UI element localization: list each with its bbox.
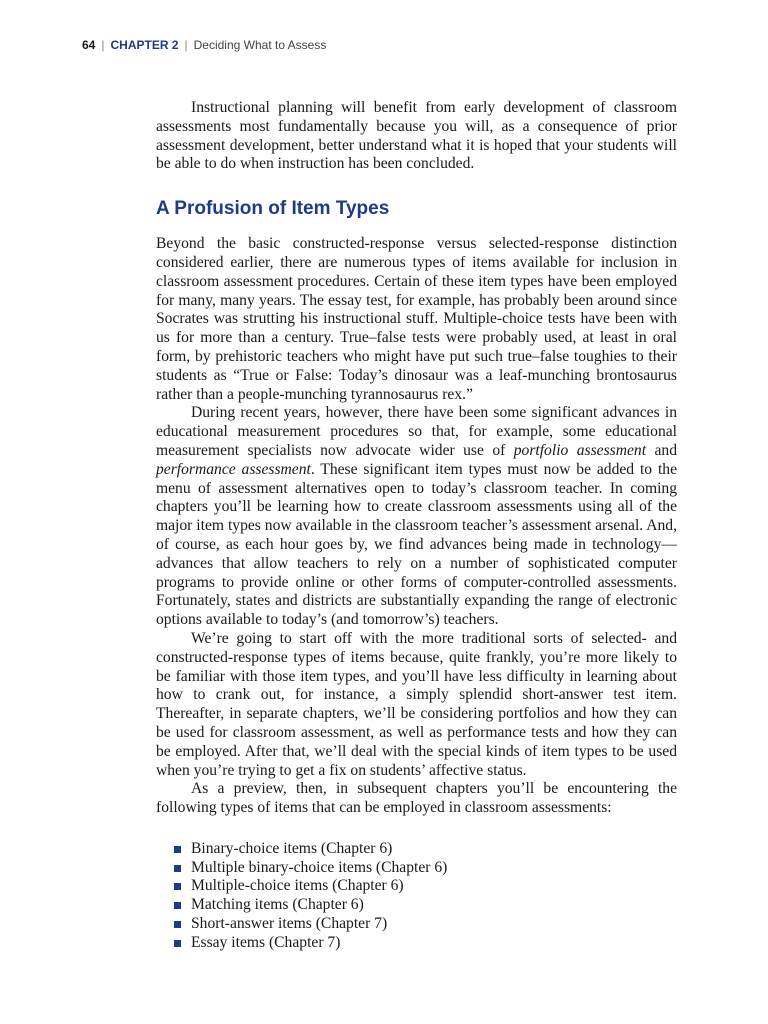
list-item xyxy=(174,934,677,953)
chapter-title: Deciding What to Assess xyxy=(193,38,327,52)
list-item xyxy=(174,896,677,915)
list-item xyxy=(174,840,677,859)
list-item-text: Binary-choice items (Chapter 6) xyxy=(191,839,393,857)
list-item xyxy=(174,877,677,896)
page-number: 64 xyxy=(82,38,96,52)
intro-paragraph: Instructional planning will benefit from early development of classroom assessments most fundamentally because you will, as a consequence of prior assessment development, better understand what it is hoped that your students will be able to do when instruction has been concluded. xyxy=(156,99,677,173)
list-item xyxy=(174,915,677,934)
emphasis-performance-assessment: performance assessment xyxy=(156,460,311,478)
header-separator: | xyxy=(101,38,105,52)
header-separator: | xyxy=(184,38,188,52)
square-bullet-icon xyxy=(174,940,181,947)
emphasis-portfolio-assessment: portfolio assessment xyxy=(513,441,647,459)
page-body xyxy=(156,99,677,953)
list-item-text: Essay items (Chapter 7) xyxy=(191,933,341,951)
running-head xyxy=(82,38,326,52)
square-bullet-icon xyxy=(174,846,181,853)
list-item-text: Multiple binary-choice items (Chapter 6) xyxy=(191,858,448,876)
square-bullet-icon xyxy=(174,902,181,909)
body-paragraph: As a preview, then, in subsequent chapters you’ll be encountering the following types of items that can be employed in classroom assessments: xyxy=(156,780,677,817)
square-bullet-icon xyxy=(174,865,181,872)
list-item-text: Matching items (Chapter 6) xyxy=(191,896,364,914)
square-bullet-icon xyxy=(174,921,181,928)
body-paragraph: We’re going to start off with the more traditional sorts of selected- and constructed-response types of items because, quite frankly, you’re more likely to be familiar with those item types, and you’ll have less difficulty in learning about how to crank out, for instance, a simply splendid short-answer test item. Thereafter, in separate chapters, we’ll be considering portfolios and how they can be used for classroom assessment, as well as performance tests and how they can be employed. After that, we’ll deal with the special kinds of item types to be used when you’re trying to get a fix on students’ affective status. xyxy=(156,629,677,779)
body-paragraph: Beyond the basic constructed-response versus selected-response distinction considered earlier, there are numerous types of items available for inclusion in classroom assessment procedures. Certain of these item types have been employed for many, many years. The essay test, for example, has probably been around since Socrates was strutting his instructional stuff. Multiple-choice tests have been with us for more than a century. True–false tests were probably used, at least in oral form, by prehistoric teachers who might have put such true–false toughies to their students as “True or False: Today’s dinosaur was a leaf-munching brontosaurus rather than a people-munching tyrannosaurus rex.” xyxy=(156,235,677,403)
item-types-list xyxy=(174,840,677,953)
paragraph-text: and xyxy=(646,441,677,459)
paragraph-text: During recent years, however, there have been some significant advances in educational measurement procedures so that, for example, some educational measurement specialists now advocate wider use of xyxy=(156,404,677,459)
list-item-text: Short-answer items (Chapter 7) xyxy=(191,915,388,933)
chapter-label: CHAPTER 2 xyxy=(110,38,179,52)
list-item-text: Multiple-choice items (Chapter 6) xyxy=(191,877,404,895)
square-bullet-icon xyxy=(174,883,181,890)
paragraph-text: . These significant item types must now be added to the menu of assessment alternatives open to today’s classroom teacher. In coming chapters you’ll be learning how to create classroom assessments using all of the major item types now available in the classroom teacher’s assessment arsenal. And, of course, as each hour goes by, we find advances being made in technology—advances that allow teachers to rely on a number of sophisticated computer programs to provide online or other forms of computer-controlled assessments. Fortunately, states and districts are substantially expanding the range of electronic options available to today’s (and tomorrow’s) teachers. xyxy=(156,460,677,629)
body-paragraph xyxy=(156,404,677,630)
section-heading: A Profusion of Item Types xyxy=(156,198,390,220)
list-item xyxy=(174,859,677,878)
